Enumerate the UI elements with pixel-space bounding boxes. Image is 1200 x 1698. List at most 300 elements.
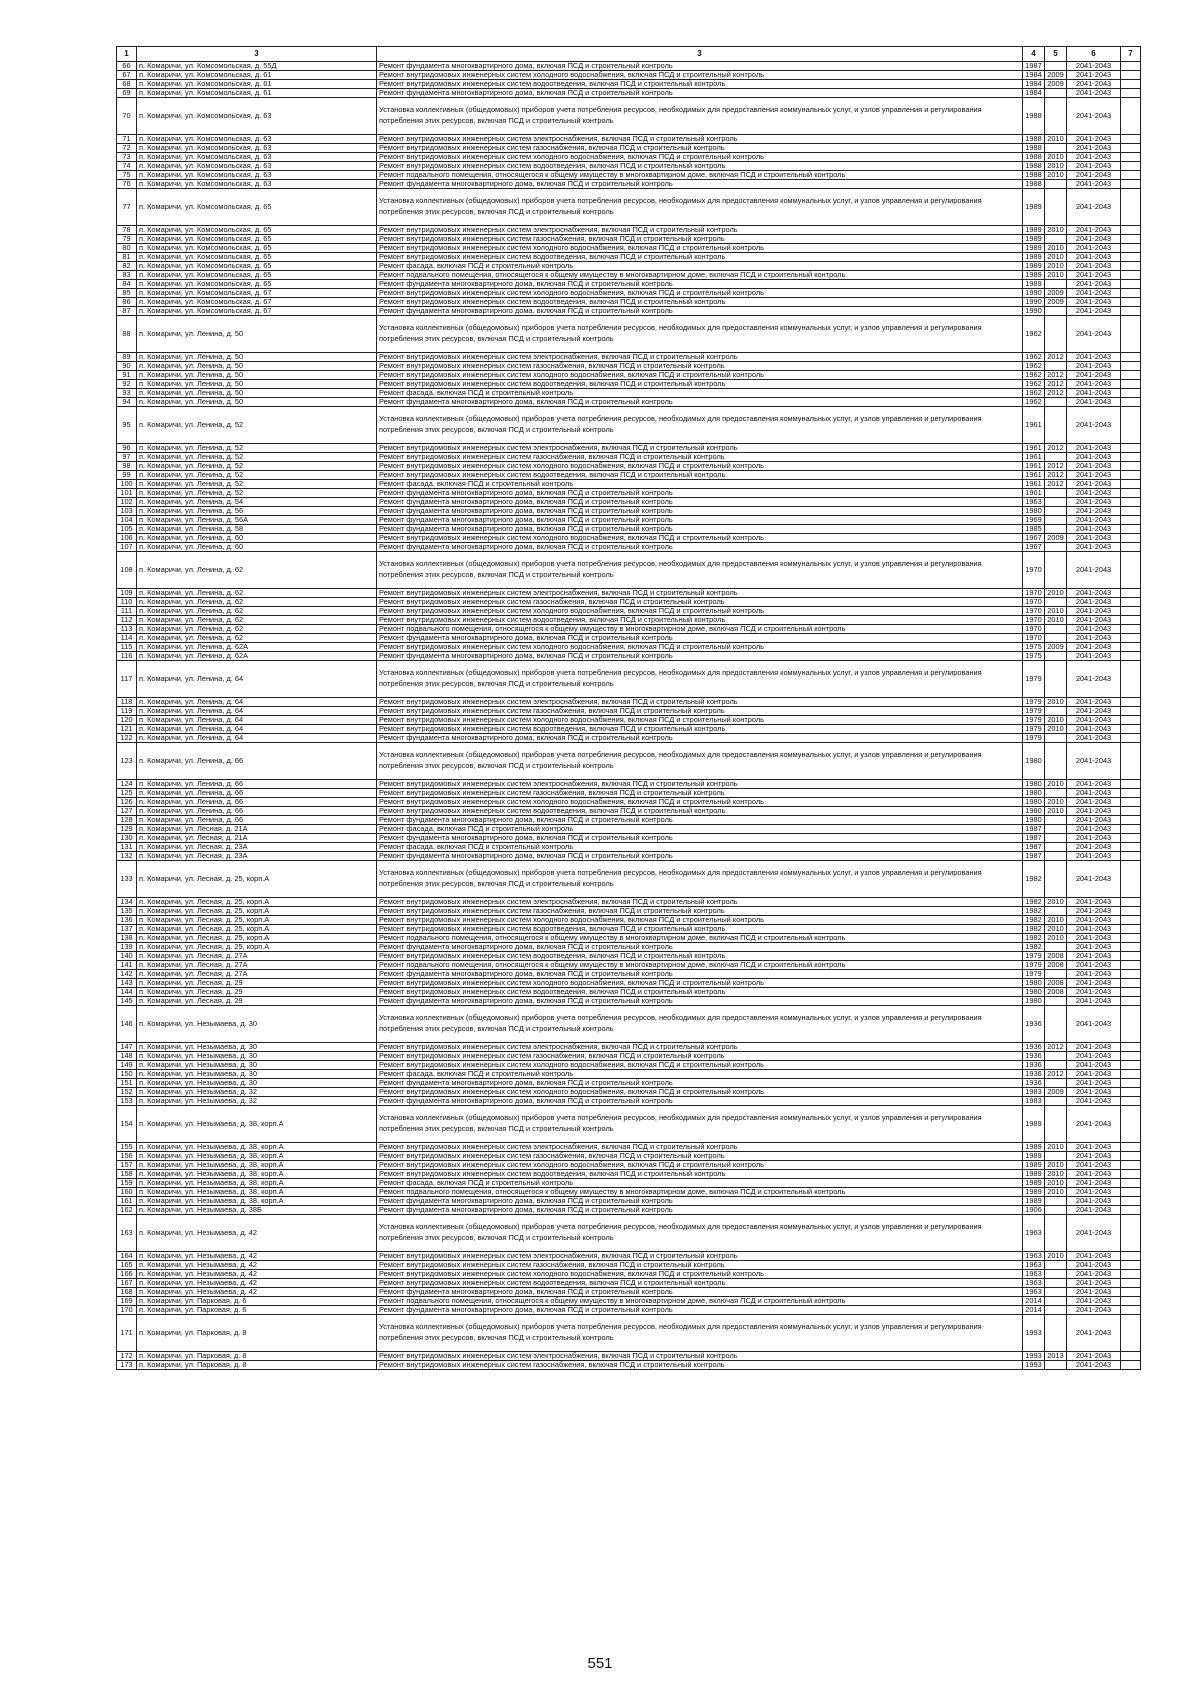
row-number-cell: 117 bbox=[117, 661, 137, 698]
last-repair-year-cell bbox=[1045, 843, 1067, 852]
table-row bbox=[117, 135, 1141, 144]
table-row bbox=[117, 743, 1141, 780]
planned-period-cell: 2041-2043 bbox=[1067, 1197, 1121, 1206]
table-row bbox=[117, 89, 1141, 98]
address-cell: п. Комаричи, ул. Незымаева, д. 38, корп.А bbox=[137, 1179, 377, 1188]
planned-period-cell: 2041-2043 bbox=[1067, 625, 1121, 634]
note-cell bbox=[1121, 780, 1141, 789]
address-cell: п. Комаричи, ул. Ленина, д. 64 bbox=[137, 734, 377, 743]
work-type-cell: Ремонт фундамента многоквартирного дома, включая ПСД и строительный контроль bbox=[377, 89, 1023, 98]
row-number-cell: 97 bbox=[117, 453, 137, 462]
planned-period-cell: 2041-2043 bbox=[1067, 471, 1121, 480]
last-repair-year-cell bbox=[1045, 661, 1067, 698]
work-type-cell: Ремонт фундамента многоквартирного дома, включая ПСД и строительный контроль bbox=[377, 734, 1023, 743]
note-cell bbox=[1121, 1152, 1141, 1161]
planned-period-cell: 2041-2043 bbox=[1067, 226, 1121, 235]
work-type-cell: Ремонт внутридомовых инженерных систем газоснабжения, включая ПСД и строительный контроль bbox=[377, 144, 1023, 153]
commission-year-cell: 1967 bbox=[1023, 543, 1045, 552]
last-repair-year-cell bbox=[1045, 235, 1067, 244]
commission-year-cell: 1980 bbox=[1023, 743, 1045, 780]
last-repair-year-cell bbox=[1045, 743, 1067, 780]
row-number-cell: 72 bbox=[117, 144, 137, 153]
work-type-cell: Ремонт подвального помещения, относящегося к общему имуществу в многоквартирном доме, включая ПСД и строительный контроль bbox=[377, 1297, 1023, 1306]
work-type-cell: Ремонт внутридомовых инженерных систем электроснабжения, включая ПСД и строительный контроль bbox=[377, 1352, 1023, 1361]
last-repair-year-cell: 2010 bbox=[1045, 780, 1067, 789]
last-repair-year-cell bbox=[1045, 1079, 1067, 1088]
table-row bbox=[117, 1070, 1141, 1079]
row-number-cell: 87 bbox=[117, 307, 137, 316]
last-repair-year-cell: 2010 bbox=[1045, 616, 1067, 625]
work-type-cell: Ремонт внутридомовых инженерных систем водоотведения, включая ПСД и строительный контроль bbox=[377, 925, 1023, 934]
table-row bbox=[117, 780, 1141, 789]
table-row bbox=[117, 1261, 1141, 1270]
table-row bbox=[117, 961, 1141, 970]
work-type-cell: Ремонт внутридомовых инженерных систем холодного водоснабжения, включая ПСД и строительный контроль bbox=[377, 1161, 1023, 1170]
planned-period-cell: 2041-2043 bbox=[1067, 280, 1121, 289]
note-cell bbox=[1121, 707, 1141, 716]
note-cell bbox=[1121, 925, 1141, 934]
last-repair-year-cell bbox=[1045, 453, 1067, 462]
row-number-cell: 145 bbox=[117, 997, 137, 1006]
table-row bbox=[117, 453, 1141, 462]
note-cell bbox=[1121, 80, 1141, 89]
note-cell bbox=[1121, 534, 1141, 543]
row-number-cell: 112 bbox=[117, 616, 137, 625]
last-repair-year-cell bbox=[1045, 498, 1067, 507]
address-cell: п. Комаричи, ул. Комсомольская, д. 65 bbox=[137, 280, 377, 289]
table-row bbox=[117, 661, 1141, 698]
last-repair-year-cell bbox=[1045, 997, 1067, 1006]
table-row bbox=[117, 516, 1141, 525]
address-cell: п. Комаричи, ул. Комсомольская, д. 67 bbox=[137, 307, 377, 316]
planned-period-cell: 2041-2043 bbox=[1067, 144, 1121, 153]
note-cell bbox=[1121, 1043, 1141, 1052]
note-cell bbox=[1121, 1079, 1141, 1088]
row-number-cell: 155 bbox=[117, 1143, 137, 1152]
last-repair-year-cell: 2010 bbox=[1045, 898, 1067, 907]
address-cell: п. Комаричи, ул. Комсомольская, д. 65 bbox=[137, 244, 377, 253]
last-repair-year-cell: 2010 bbox=[1045, 244, 1067, 253]
address-cell: п. Комаричи, ул. Лесная, д. 21А bbox=[137, 825, 377, 834]
commission-year-cell: 1963 bbox=[1023, 1279, 1045, 1288]
work-type-cell: Ремонт внутридомовых инженерных систем холодного водоснабжения, включая ПСД и строительный контроль bbox=[377, 153, 1023, 162]
work-type-cell: Ремонт внутридомовых инженерных систем водоотведения, включая ПСД и строительный контроль bbox=[377, 380, 1023, 389]
planned-period-cell: 2041-2043 bbox=[1067, 507, 1121, 516]
planned-period-cell: 2041-2043 bbox=[1067, 153, 1121, 162]
row-number-cell: 110 bbox=[117, 598, 137, 607]
row-number-cell: 108 bbox=[117, 552, 137, 589]
last-repair-year-cell: 2009 bbox=[1045, 71, 1067, 80]
planned-period-cell: 2041-2043 bbox=[1067, 1097, 1121, 1106]
planned-period-cell: 2041-2043 bbox=[1067, 1352, 1121, 1361]
commission-year-cell: 1988 bbox=[1023, 144, 1045, 153]
row-number-cell: 167 bbox=[117, 1279, 137, 1288]
note-cell bbox=[1121, 1106, 1141, 1143]
note-cell bbox=[1121, 907, 1141, 916]
planned-period-cell: 2041-2043 bbox=[1067, 62, 1121, 71]
commission-year-cell: 1979 bbox=[1023, 734, 1045, 743]
planned-period-cell: 2041-2043 bbox=[1067, 1270, 1121, 1279]
commission-year-cell: 1961 bbox=[1023, 489, 1045, 498]
note-cell bbox=[1121, 244, 1141, 253]
commission-year-cell: 1982 bbox=[1023, 861, 1045, 898]
commission-year-cell: 1962 bbox=[1023, 353, 1045, 362]
work-type-cell: Ремонт фундамента многоквартирного дома, включая ПСД и строительный контроль bbox=[377, 180, 1023, 189]
work-type-cell: Ремонт фасада, включая ПСД и строительный контроль bbox=[377, 389, 1023, 398]
address-cell: п. Комаричи, ул. Комсомольская, д. 63 bbox=[137, 98, 377, 135]
note-cell bbox=[1121, 1261, 1141, 1270]
row-number-cell: 89 bbox=[117, 353, 137, 362]
row-number-cell: 75 bbox=[117, 171, 137, 180]
note-cell bbox=[1121, 1288, 1141, 1297]
commission-year-cell: 1989 bbox=[1023, 226, 1045, 235]
last-repair-year-cell bbox=[1045, 734, 1067, 743]
note-cell bbox=[1121, 89, 1141, 98]
last-repair-year-cell bbox=[1045, 516, 1067, 525]
table-row bbox=[117, 1079, 1141, 1088]
planned-period-cell: 2041-2043 bbox=[1067, 643, 1121, 652]
table-row bbox=[117, 898, 1141, 907]
table-row bbox=[117, 253, 1141, 262]
work-type-cell: Установка коллективных (общедомовых) приборов учета потребления ресурсов, необходимых для предоставления коммунальных услуг, и узлов управления и регулирования потребления этих ресурсов, включая ПСД и строительный контроль bbox=[377, 1315, 1023, 1352]
work-type-cell: Ремонт внутридомовых инженерных систем электроснабжения, включая ПСД и строительный контроль bbox=[377, 589, 1023, 598]
planned-period-cell: 2041-2043 bbox=[1067, 979, 1121, 988]
row-number-cell: 132 bbox=[117, 852, 137, 861]
row-number-cell: 111 bbox=[117, 607, 137, 616]
last-repair-year-cell bbox=[1045, 307, 1067, 316]
table-header-row bbox=[117, 47, 1141, 62]
address-cell: п. Комаричи, ул. Ленина, д. 64 bbox=[137, 698, 377, 707]
row-number-cell: 169 bbox=[117, 1297, 137, 1306]
planned-period-cell: 2041-2043 bbox=[1067, 534, 1121, 543]
work-type-cell: Ремонт фундамента многоквартирного дома, включая ПСД и строительный контроль bbox=[377, 525, 1023, 534]
table-row bbox=[117, 1215, 1141, 1252]
work-type-cell: Ремонт внутридомовых инженерных систем холодного водоснабжения, включая ПСД и строительный контроль bbox=[377, 71, 1023, 80]
table-row bbox=[117, 353, 1141, 362]
table-row bbox=[117, 952, 1141, 961]
table-row bbox=[117, 652, 1141, 661]
note-cell bbox=[1121, 180, 1141, 189]
address-cell: п. Комаричи, ул. Ленина, д. 52 bbox=[137, 444, 377, 453]
table-row bbox=[117, 734, 1141, 743]
last-repair-year-cell: 2010 bbox=[1045, 1170, 1067, 1179]
note-cell bbox=[1121, 1279, 1141, 1288]
row-number-cell: 102 bbox=[117, 498, 137, 507]
commission-year-cell: 1982 bbox=[1023, 943, 1045, 952]
work-type-cell: Ремонт подвального помещения, относящегося к общему имуществу в многоквартирном доме, включая ПСД и строительный контроль bbox=[377, 961, 1023, 970]
work-type-cell: Ремонт внутридомовых инженерных систем электроснабжения, включая ПСД и строительный контроль bbox=[377, 898, 1023, 907]
table-row bbox=[117, 62, 1141, 71]
commission-year-cell: 1979 bbox=[1023, 661, 1045, 698]
work-type-cell: Ремонт фундамента многоквартирного дома, включая ПСД и строительный контроль bbox=[377, 970, 1023, 979]
note-cell bbox=[1121, 1206, 1141, 1215]
row-number-cell: 127 bbox=[117, 807, 137, 816]
work-type-cell: Ремонт внутридомовых инженерных систем электроснабжения, включая ПСД и строительный контроль bbox=[377, 1252, 1023, 1261]
table-row bbox=[117, 144, 1141, 153]
commission-year-cell: 1989 bbox=[1023, 1161, 1045, 1170]
planned-period-cell: 2041-2043 bbox=[1067, 1215, 1121, 1252]
row-number-cell: 138 bbox=[117, 934, 137, 943]
table-row bbox=[117, 798, 1141, 807]
last-repair-year-cell bbox=[1045, 1097, 1067, 1106]
address-cell: п. Комаричи, ул. Ленина, д. 62 bbox=[137, 589, 377, 598]
table-row bbox=[117, 462, 1141, 471]
address-cell: п. Комаричи, ул. Ленина, д. 50 bbox=[137, 371, 377, 380]
commission-year-cell: 1989 bbox=[1023, 262, 1045, 271]
last-repair-year-cell: 2012 bbox=[1045, 353, 1067, 362]
row-number-cell: 66 bbox=[117, 62, 137, 71]
commission-year-cell: 1963 bbox=[1023, 498, 1045, 507]
address-cell: п. Комаричи, ул. Комсомольская, д. 63 bbox=[137, 162, 377, 171]
address-cell: п. Комаричи, ул. Ленина, д. 52 bbox=[137, 489, 377, 498]
note-cell bbox=[1121, 589, 1141, 598]
planned-period-cell: 2041-2043 bbox=[1067, 307, 1121, 316]
note-cell bbox=[1121, 834, 1141, 843]
work-type-cell: Ремонт фундамента многоквартирного дома, включая ПСД и строительный контроль bbox=[377, 1197, 1023, 1206]
planned-period-cell: 2041-2043 bbox=[1067, 661, 1121, 698]
planned-period-cell: 2041-2043 bbox=[1067, 780, 1121, 789]
planned-period-cell: 2041-2043 bbox=[1067, 71, 1121, 80]
row-number-cell: 171 bbox=[117, 1315, 137, 1352]
planned-period-cell: 2041-2043 bbox=[1067, 235, 1121, 244]
work-type-cell: Ремонт фундамента многоквартирного дома, включая ПСД и строительный контроль bbox=[377, 543, 1023, 552]
work-type-cell: Ремонт внутридомовых инженерных систем водоотведения, включая ПСД и строительный контроль bbox=[377, 807, 1023, 816]
last-repair-year-cell bbox=[1045, 398, 1067, 407]
last-repair-year-cell: 2012 bbox=[1045, 1043, 1067, 1052]
commission-year-cell: 2014 bbox=[1023, 1306, 1045, 1315]
row-number-cell: 156 bbox=[117, 1152, 137, 1161]
last-repair-year-cell: 2010 bbox=[1045, 153, 1067, 162]
last-repair-year-cell bbox=[1045, 943, 1067, 952]
address-cell: п. Комаричи, ул. Комсомольская, д. 63 bbox=[137, 144, 377, 153]
table-row bbox=[117, 716, 1141, 725]
planned-period-cell: 2041-2043 bbox=[1067, 843, 1121, 852]
planned-period-cell: 2041-2043 bbox=[1067, 907, 1121, 916]
last-repair-year-cell: 2010 bbox=[1045, 1179, 1067, 1188]
row-number-cell: 115 bbox=[117, 643, 137, 652]
note-cell bbox=[1121, 462, 1141, 471]
address-cell: п. Комаричи, ул. Незымаева, д. 42 bbox=[137, 1261, 377, 1270]
note-cell bbox=[1121, 525, 1141, 534]
address-cell: п. Комаричи, ул. Лесная, д. 27А bbox=[137, 970, 377, 979]
address-cell: п. Комаричи, ул. Ленина, д. 50 bbox=[137, 398, 377, 407]
commission-year-cell: 1989 bbox=[1023, 1197, 1045, 1206]
commission-year-cell: 1984 bbox=[1023, 80, 1045, 89]
note-cell bbox=[1121, 135, 1141, 144]
planned-period-cell: 2041-2043 bbox=[1067, 543, 1121, 552]
row-number-cell: 129 bbox=[117, 825, 137, 834]
table-row bbox=[117, 180, 1141, 189]
work-type-cell: Ремонт внутридомовых инженерных систем водоотведения, включая ПСД и строительный контроль bbox=[377, 952, 1023, 961]
last-repair-year-cell bbox=[1045, 543, 1067, 552]
planned-period-cell: 2041-2043 bbox=[1067, 480, 1121, 489]
row-number-cell: 70 bbox=[117, 98, 137, 135]
planned-period-cell: 2041-2043 bbox=[1067, 852, 1121, 861]
last-repair-year-cell bbox=[1045, 707, 1067, 716]
planned-period-cell: 2041-2043 bbox=[1067, 734, 1121, 743]
commission-year-cell: 1988 bbox=[1023, 98, 1045, 135]
table-row bbox=[117, 1061, 1141, 1070]
address-cell: п. Комаричи, ул. Комсомольская, д. 61 bbox=[137, 80, 377, 89]
work-type-cell: Ремонт внутридомовых инженерных систем холодного водоснабжения, включая ПСД и строительный контроль bbox=[377, 1061, 1023, 1070]
note-cell bbox=[1121, 62, 1141, 71]
row-number-cell: 76 bbox=[117, 180, 137, 189]
last-repair-year-cell: 2012 bbox=[1045, 444, 1067, 453]
note-cell bbox=[1121, 661, 1141, 698]
last-repair-year-cell: 2010 bbox=[1045, 607, 1067, 616]
note-cell bbox=[1121, 1270, 1141, 1279]
commission-year-cell: 1993 bbox=[1023, 1352, 1045, 1361]
table-row bbox=[117, 507, 1141, 516]
row-number-cell: 141 bbox=[117, 961, 137, 970]
planned-period-cell: 2041-2043 bbox=[1067, 489, 1121, 498]
work-type-cell: Ремонт внутридомовых инженерных систем газоснабжения, включая ПСД и строительный контроль bbox=[377, 235, 1023, 244]
table-row bbox=[117, 925, 1141, 934]
address-cell: п. Комаричи, ул. Комсомольская, д. 67 bbox=[137, 298, 377, 307]
planned-period-cell: 2041-2043 bbox=[1067, 725, 1121, 734]
note-cell bbox=[1121, 489, 1141, 498]
commission-year-cell: 1962 bbox=[1023, 389, 1045, 398]
note-cell bbox=[1121, 162, 1141, 171]
commission-year-cell: 1983 bbox=[1023, 1088, 1045, 1097]
commission-year-cell: 1961 bbox=[1023, 453, 1045, 462]
row-number-cell: 168 bbox=[117, 1288, 137, 1297]
planned-period-cell: 2041-2043 bbox=[1067, 1261, 1121, 1270]
planned-period-cell: 2041-2043 bbox=[1067, 353, 1121, 362]
address-cell: п. Комаричи, ул. Ленина, д. 52 bbox=[137, 471, 377, 480]
address-cell: п. Комаричи, ул. Лесная, д. 25, корп.А bbox=[137, 898, 377, 907]
row-number-cell: 73 bbox=[117, 153, 137, 162]
commission-year-cell: 1979 bbox=[1023, 952, 1045, 961]
row-number-cell: 159 bbox=[117, 1179, 137, 1188]
table-row bbox=[117, 1288, 1141, 1297]
note-cell bbox=[1121, 1006, 1141, 1043]
row-number-cell: 67 bbox=[117, 71, 137, 80]
table-row bbox=[117, 153, 1141, 162]
last-repair-year-cell: 2010 bbox=[1045, 1188, 1067, 1197]
commission-year-cell: 2014 bbox=[1023, 1297, 1045, 1306]
row-number-cell: 88 bbox=[117, 316, 137, 353]
note-cell bbox=[1121, 825, 1141, 834]
table-row bbox=[117, 1170, 1141, 1179]
planned-period-cell: 2041-2043 bbox=[1067, 516, 1121, 525]
address-cell: п. Комаричи, ул. Парковая, д. 8 bbox=[137, 1315, 377, 1352]
work-type-cell: Ремонт фундамента многоквартирного дома, включая ПСД и строительный контроль bbox=[377, 943, 1023, 952]
work-type-cell: Ремонт фундамента многоквартирного дома, включая ПСД и строительный контроль bbox=[377, 498, 1023, 507]
header-cell: 6 bbox=[1067, 47, 1121, 62]
table-row bbox=[117, 825, 1141, 834]
work-type-cell: Ремонт внутридомовых инженерных систем холодного водоснабжения, включая ПСД и строительный контроль bbox=[377, 289, 1023, 298]
last-repair-year-cell bbox=[1045, 1361, 1067, 1370]
row-number-cell: 172 bbox=[117, 1352, 137, 1361]
address-cell: п. Комаричи, ул. Незымаева, д. 32 bbox=[137, 1088, 377, 1097]
last-repair-year-cell bbox=[1045, 1279, 1067, 1288]
address-cell: п. Комаричи, ул. Лесная, д. 27А bbox=[137, 952, 377, 961]
address-cell: п. Комаричи, ул. Комсомольская, д. 67 bbox=[137, 289, 377, 298]
address-cell: п. Комаричи, ул. Ленина, д. 50 bbox=[137, 316, 377, 353]
table-row bbox=[117, 916, 1141, 925]
last-repair-year-cell: 2009 bbox=[1045, 298, 1067, 307]
planned-period-cell: 2041-2043 bbox=[1067, 1179, 1121, 1188]
note-cell bbox=[1121, 552, 1141, 589]
planned-period-cell: 2041-2043 bbox=[1067, 1070, 1121, 1079]
table-row bbox=[117, 389, 1141, 398]
work-type-cell: Ремонт внутридомовых инженерных систем холодного водоснабжения, включая ПСД и строительный контроль bbox=[377, 916, 1023, 925]
planned-period-cell: 2041-2043 bbox=[1067, 607, 1121, 616]
table-row bbox=[117, 725, 1141, 734]
header-cell: 3 bbox=[377, 47, 1023, 62]
last-repair-year-cell: 2008 bbox=[1045, 979, 1067, 988]
planned-period-cell: 2041-2043 bbox=[1067, 1361, 1121, 1370]
last-repair-year-cell: 2008 bbox=[1045, 961, 1067, 970]
note-cell bbox=[1121, 516, 1141, 525]
note-cell bbox=[1121, 598, 1141, 607]
note-cell bbox=[1121, 407, 1141, 444]
address-cell: п. Комаричи, ул. Комсомольская, д. 65 bbox=[137, 253, 377, 262]
table-row bbox=[117, 171, 1141, 180]
last-repair-year-cell bbox=[1045, 1215, 1067, 1252]
last-repair-year-cell bbox=[1045, 89, 1067, 98]
note-cell bbox=[1121, 625, 1141, 634]
commission-year-cell: 1989 bbox=[1023, 271, 1045, 280]
commission-year-cell: 1979 bbox=[1023, 970, 1045, 979]
planned-period-cell: 2041-2043 bbox=[1067, 1143, 1121, 1152]
last-repair-year-cell: 2012 bbox=[1045, 371, 1067, 380]
work-type-cell: Ремонт внутридомовых инженерных систем газоснабжения, включая ПСД и строительный контроль bbox=[377, 362, 1023, 371]
work-type-cell: Ремонт внутридомовых инженерных систем холодного водоснабжения, включая ПСД и строительный контроль bbox=[377, 979, 1023, 988]
row-number-cell: 90 bbox=[117, 362, 137, 371]
address-cell: п. Комаричи, ул. Комсомольская, д. 65 bbox=[137, 235, 377, 244]
note-cell bbox=[1121, 153, 1141, 162]
row-number-cell: 143 bbox=[117, 979, 137, 988]
note-cell bbox=[1121, 1361, 1141, 1370]
last-repair-year-cell bbox=[1045, 598, 1067, 607]
commission-year-cell: 1984 bbox=[1023, 71, 1045, 80]
last-repair-year-cell bbox=[1045, 362, 1067, 371]
table-row bbox=[117, 1152, 1141, 1161]
address-cell: п. Комаричи, ул. Незымаева, д. 38Б bbox=[137, 1206, 377, 1215]
note-cell bbox=[1121, 1252, 1141, 1261]
planned-period-cell: 2041-2043 bbox=[1067, 952, 1121, 961]
row-number-cell: 162 bbox=[117, 1206, 137, 1215]
commission-year-cell: 1962 bbox=[1023, 371, 1045, 380]
note-cell bbox=[1121, 852, 1141, 861]
work-type-cell: Ремонт фундамента многоквартирного дома, включая ПСД и строительный контроль bbox=[377, 1306, 1023, 1315]
work-type-cell: Ремонт внутридомовых инженерных систем водоотведения, включая ПСД и строительный контроль bbox=[377, 616, 1023, 625]
table-row bbox=[117, 1006, 1141, 1043]
planned-period-cell: 2041-2043 bbox=[1067, 1306, 1121, 1315]
address-cell: п. Комаричи, ул. Ленина, д. 58 bbox=[137, 525, 377, 534]
planned-period-cell: 2041-2043 bbox=[1067, 453, 1121, 462]
note-cell bbox=[1121, 280, 1141, 289]
work-type-cell: Ремонт внутридомовых инженерных систем электроснабжения, включая ПСД и строительный контроль bbox=[377, 353, 1023, 362]
note-cell bbox=[1121, 1070, 1141, 1079]
address-cell: п. Комаричи, ул. Ленина, д. 50 bbox=[137, 389, 377, 398]
row-number-cell: 170 bbox=[117, 1306, 137, 1315]
row-number-cell: 107 bbox=[117, 543, 137, 552]
note-cell bbox=[1121, 952, 1141, 961]
address-cell: п. Комаричи, ул. Лесная, д. 29 bbox=[137, 979, 377, 988]
commission-year-cell: 1963 bbox=[1023, 1270, 1045, 1279]
note-cell bbox=[1121, 798, 1141, 807]
note-cell bbox=[1121, 1170, 1141, 1179]
address-cell: п. Комаричи, ул. Комсомольская, д. 65 bbox=[137, 189, 377, 226]
row-number-cell: 135 bbox=[117, 907, 137, 916]
note-cell bbox=[1121, 189, 1141, 226]
address-cell: п. Комаричи, ул. Лесная, д. 21А bbox=[137, 834, 377, 843]
address-cell: п. Комаричи, ул. Ленина, д. 52 bbox=[137, 453, 377, 462]
planned-period-cell: 2041-2043 bbox=[1067, 498, 1121, 507]
